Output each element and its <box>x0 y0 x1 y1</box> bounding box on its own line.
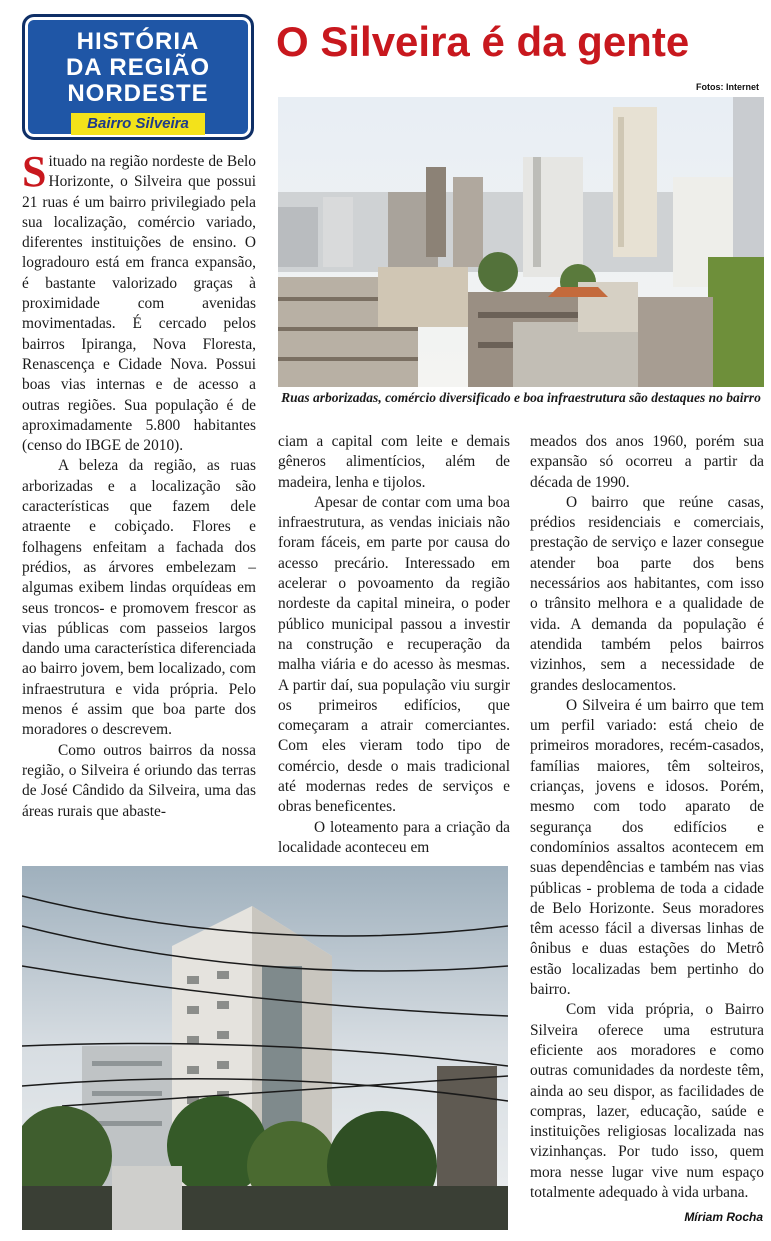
article-column-1 <box>22 147 256 822</box>
drop-cap: S <box>22 147 47 196</box>
paragraph-8: Com vida própria, o Bairro Silveira oferece uma estrutura eficiente aos moradores e como outras comunidades da nordeste têm, ainda ao seu dispor, as facilidades de compras, lazer, educação, saúde e instituições religiosas localizada nas vizinhanças. Por tudo isso, quem mora nesse lugar vive num espaço totalmente adequado à vida urbana. <box>530 1001 764 1201</box>
article-column-3 <box>530 432 764 1203</box>
photo-credit: Fotos: Internet <box>696 82 759 92</box>
author-byline: Míriam Rocha <box>684 1210 763 1224</box>
paragraph-6: O bairro que reúne casas, prédios residenciais e comerciais, prestação de serviço e lazer consegue atender boa parte dos bens necessários aos habitantes, com isso o trânsito melhora e a qualidade de vida. A demanda da população é atendida também pelos bairros vizinhos, sem a necessidade de grandes deslocamentos. <box>530 493 764 694</box>
headline: O Silveira é da gente <box>276 18 690 65</box>
skyline-photo-illustration <box>278 97 764 387</box>
paragraph-3-continued: ciam a capital com leite e demais gêneros alimentícios, além de madeira, lenha e tijolos. <box>278 433 510 491</box>
paragraph-3-start: Como outros bairros da nossa região, o Silveira é oriundo das terras de José Cândido da Silveira, uma das áreas rurais que abaste- <box>22 741 256 820</box>
building-photo <box>22 866 508 1230</box>
paragraph-2: A beleza da região, as ruas arborizadas e a localização são características que fazem dele atraente e cobiçado. Flores e folhagens enfeitam a fachada dos prédios, as árvores embelezam – algumas exibem lindas orquídeas em seus troncos- e promovem frescor as vias públicas com passeios largos dando uma característica diferenciada ao bairro jovem, bem localizado, com infraestrutura e vida própria. Pelo menos é assim que boa parte dos moradores o descrevem. <box>22 457 256 739</box>
paragraph-5-start: O loteamento para a criação da localidade aconteceu em <box>278 818 510 856</box>
badge-line-1: HISTÓRIA <box>76 28 200 55</box>
badge-line-2: DA REGIÃO <box>65 54 211 81</box>
section-badge <box>22 14 254 140</box>
paragraph-7: O Silveira é um bairro que tem um perfil variado: está cheio de primeiros moradores, recém-casados, famílias maiores, têm solteiros, crianças, jovens e idosos. Porém, mesmo com todo aparato de segurança dos edifícios e condomínios assaltos acontecem em suas dependências e também nas vias públicas - problema de toda a cidade de Belo Horizonte. Seus moradores têm acesso fácil a diversas linhas de ônibus e duas estações do Metrô estão localizadas bem pertinho do bairro. <box>530 696 764 999</box>
paragraph-4: Apesar de contar com uma boa infraestrutura, as vendas iniciais não foram fáceis, em parte por causa do acesso precário. Interessado em acelerar o povoamento da região nordeste da capital mineira, o poder público municipal passou a investir na construção e recuperação da malha viária e do acesso às mesmas. A partir daí, sua população viu surgir os primeiros edifícios, que começaram a atrair comerciantes. Com eles vieram todo tipo de comércio, desde o mais tradicional até modernas redes de serviços e obras beneficentes. <box>278 493 510 816</box>
paragraph-1 <box>22 147 256 456</box>
article-column-2 <box>278 432 510 858</box>
badge-subtitle: Bairro Silveira <box>71 113 205 135</box>
badge-line-3: NORDESTE <box>67 80 209 107</box>
skyline-photo <box>278 97 764 387</box>
paragraph-5-continued: meados dos anos 1960, porém sua expansão só ocorreu a partir da década de 1990. <box>530 433 764 491</box>
paragraph-1-text: ituado na região nordeste de Belo Horizonte, o Silveira que possui 21 ruas é um bairro privilegiado pela sua localização, comércio variado, diferentes instituições de ensino. O logradouro está em franca expansão, é bastante valorizado graças à proximidade com avenidas movimentadas. É cercado pelos bairros Ipiranga, Nova Floresta, Renascença e Cidade Nova. Possui boas vias internas e de acesso a outras regiões. Sua população é de aproximadamente 5.800 habitantes (censo do IBGE de 2010). <box>22 153 256 455</box>
building-photo-illustration <box>22 866 508 1230</box>
photo-caption: Ruas arborizadas, comércio diversificado e boa infraestrutura são destaques no bairro <box>281 390 761 405</box>
